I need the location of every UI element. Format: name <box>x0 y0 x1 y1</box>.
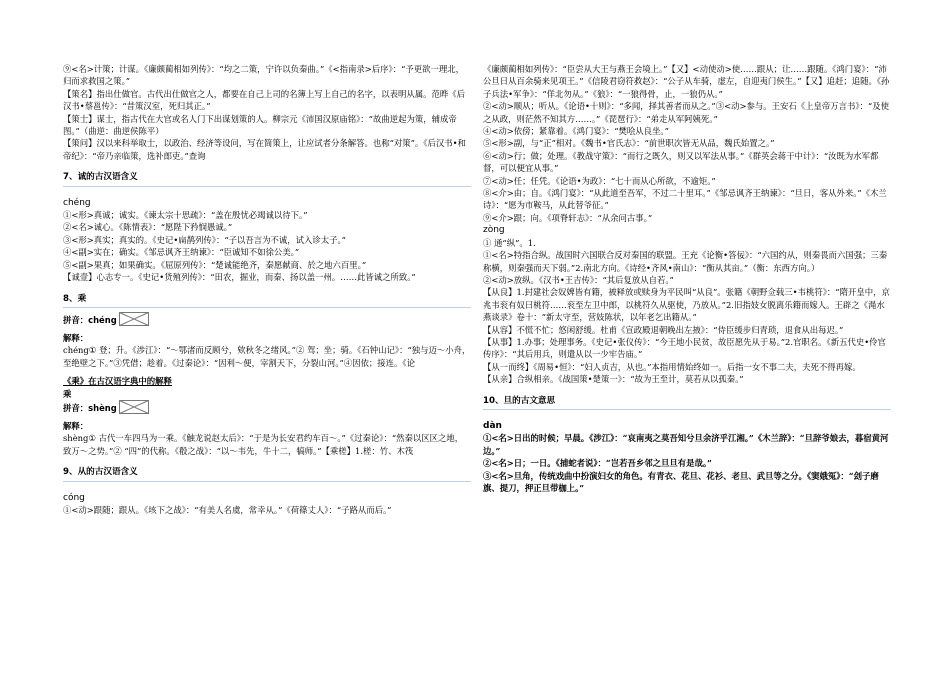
def-line: ③<形>真实；真实的。《史记•扁鹊列传》：“子以吾言为不诚，试入诊太子。” <box>63 234 346 245</box>
pinyin-row <box>63 312 471 326</box>
def-line: shèng① 古代一车四马为一乘。《触龙说赵太后》：“于是为长安君约车百～。”《过秦论》：“然秦以区区之地，致万～之势。”② “四”的代称。《殽之战》：“以～韦先，牛十二，犒师。”【乘槎】1.槎：竹、木筏 <box>63 433 464 456</box>
def-line: ⑦<动>任；任凭。《论语•为政》：“七十而从心所欲，不逾矩。” <box>483 175 716 186</box>
def-line: ①<名>日出的时候；早晨。《涉江》：“哀南夷之莫吾知兮旦余济乎江湘。”《木兰辞》：“旦辞爷娘去，暮宿黄河边。” <box>483 433 889 456</box>
def-line: ④<动>依傍；紧靠着。《鸿门宴》：“樊哙从良坐。” <box>483 126 669 137</box>
right-column <box>483 63 891 494</box>
def-line: chéng① 登；升。《涉江》：“～鄂渚而反顾兮，欸秋冬之绪风。”② 驾；坐；骑。《石钟山记》：“独与迈～小舟，至绝壁之下。”③凭借；趁着。《过秦论》：“因利～便，宰割天下，分裂山河。”④因依；接连。《论 <box>63 345 471 368</box>
def-line: ②<名>日；一日。《捕蛇者说》：“岂若吾乡邻之旦旦有是哉。” <box>483 458 712 469</box>
def-line: ②<动>顺从；听从。《论语•十则》：“多闻，择其善者而从之。”③<动>参与。王安石《上皇帝万言书》：“及使之从政，则茫然不知其方……。”《琵琶行》：“弟走从军阿姨死。” <box>483 101 889 124</box>
subsection-title[interactable]: 《乘》在古汉语字典中的解释 <box>63 376 172 387</box>
explanation-label: 解释： <box>63 420 89 431</box>
def-line: 【诚壹】心志专一。《史记•货殖列传》：“田农，掘业，而秦、扬以盖一州。……此皆诚之所致。” <box>63 272 416 283</box>
def-line: ⑧<介>由；自。《鸿门宴》：“从此道至吾军，不过二十里耳。”《邹忌讽齐王纳谏》：“旦日，客从外来。”《木兰诗》：“愿为市鞍马，从此替爷征。” <box>483 188 887 211</box>
def-line: 《廉颇蔺相如列传》：“臣尝从大王与燕王会境上。”【又】<动使动>使……跟从；让……跟随。《鸿门宴》：“沛公旦日从百余骑来见项王。”《信陵君窃符救赵》：“公子从车骑，虚左，自迎夷门侯生。”【又】追赶；追随。《孙子兵法•军争》：“佯北勿从。”《狼》：“一狼得骨，止，一狼仍从。” <box>483 64 890 99</box>
pinyin-row <box>63 400 471 414</box>
speaker-icon[interactable] <box>119 312 149 326</box>
pinyin-cong: cóng <box>63 492 85 503</box>
def-line: ⑨<介>跟；向。《项脊轩志》：“从余问古事。” <box>483 212 653 223</box>
section-heading-7: 7、诚的古汉语含义 <box>63 171 471 186</box>
def-line: 【策士】谋士，指古代在大官或名人门下出谋划策的人。柳宗元《沛国汉原庙铭》：“故曲逆起为策，辅成帝图。”（曲逆：曲逆侯陈平） <box>63 113 457 137</box>
def-line: 【从良】1.封建社会奴婢皆有籍，被释放或赎身为平民叫“从良”。张籍《朝野佥载三•韦桃符》：“隋开皇中，京兆韦衮有奴曰桃符……衮至左卫中郎，以桃符久从驱使，乃放从。”2.旧指妓女脱离乐籍而嫁人。王辟之《渑水燕谈录》卷十：“新太守至，营妓陈状，以年老乞出籍从。” <box>483 287 890 323</box>
pinyin-zong: zòng <box>483 225 505 236</box>
def-line: ⑥<动>行；做；处理。《教战守策》：“而行之既久，则又以军法从事。”《群英会蒋干中计》：“汝既为水军都督，可以便宜从事。” <box>483 150 879 174</box>
speaker-icon[interactable] <box>119 400 149 414</box>
def-line: ②<名>诚心。《陈情表》：“愿陛下矜悯愚诚。” <box>63 222 233 233</box>
def-line: ①<名>特指合纵。战国时六国联合反对秦国的联盟。王充《论衡•答佞》：“六国约从，则秦畏而六国强；三秦称横，则秦强而天下弱。”2.南北方向。《诗经•齐风•南山》：“衡从其亩。”（衡：东西方向。） <box>483 250 888 273</box>
def-line: ① 通“纵”。1. <box>483 237 536 248</box>
def-line: ③<名>旦角，传统戏曲中扮演妇女的角色。有青衣、花旦、花衫、老旦、武旦等之分。《窦娥冤》：“刽子磨旗、提刀，押正旦带枷上。” <box>483 470 879 493</box>
def-line: ⑤<副>果真；如果确实。《屈原列传》：“楚诚能绝齐，秦愿献商、於之地六百里。” <box>63 259 367 270</box>
def-line: 【从事】1.办事；处理事务。《史记•张仪传》：“今王地小民贫，故臣愿先从于易。”2.官职名。《新五代史•伶官传序》：“其后用兵，则遣从以一少牢告庙。” <box>483 336 886 360</box>
pinyin-dan: dàn <box>483 420 502 431</box>
character: 乘 <box>63 388 72 399</box>
pinyin-cheng: chéng <box>63 197 91 208</box>
def-line: ①<动>跟随；跟从。《垓下之战》：“有美人名虞，常幸从。”《荷篠丈人》：“子路从而后。” <box>63 504 392 515</box>
left-column <box>63 63 471 516</box>
section-heading-8: 8、乘 <box>63 293 471 308</box>
def-line: ②<动>放纵。《汉书•王吉传》：“其后复放从自若。” <box>483 274 674 285</box>
pinyin-label: 拼音：shèng <box>63 402 117 413</box>
section-heading-9: 9、从的古汉语含义 <box>63 466 471 481</box>
def-line: ①<形>真诚；诚实。《谏太宗十思疏》：“盖在殷忧必竭诚以待下。” <box>63 210 308 221</box>
explanation-label: 解释： <box>63 332 89 343</box>
pinyin-label: 拼音：chéng <box>63 314 117 325</box>
def-line: 【策问】汉以来科举取士，以政治、经济等设问，写在简策上，让应试者分条解答。也称“对策”。《后汉书•和帝纪》：“帝乃亲临策，选补郎吏。”查询 <box>63 138 466 161</box>
def-line: 【策名】指出仕做官。古代出仕做官之人，都要在自己上司的名簿上写上自己的名字，以表明从属。范晔《后汉书•蔡邕传》：“昔策汉室，死归其正。” <box>63 88 465 112</box>
def-line: ④<副>实在；确实。《邹忌讽齐王纳谏》：“臣诚知不如徐公美。” <box>63 247 300 258</box>
def-line: 【从一而终】《周易•恒》：“妇人贞吉，从也。”本指用情始终如一。后指一女不事二夫，夫死不得再嫁。 <box>483 361 861 372</box>
def-line: 【从亲】合纵相亲。《战国策•楚策一》：“故为王至计，莫若从以孤秦。” <box>483 374 744 385</box>
def-line: 【从容】不慌不忙；悠闲舒缓。杜甫《宣政殿退朝晚出左掖》：“侍臣缓步归青琐，退食从出每迟。” <box>483 324 844 335</box>
def-line: ⑨<名>计策；计谋。《廉颇蔺相如列传》：“均之二策，宁许以负秦曲。”《<指南录>后序》：“予更欲一理北，归而求救国之策。” <box>63 64 465 87</box>
section-heading-10: 10、旦的古文意思 <box>483 395 891 410</box>
def-line: ⑤<形>副，与“正”相对。《魏书•官氏志》：“前世职次皆无从品，魏氏始置之。” <box>483 138 775 149</box>
